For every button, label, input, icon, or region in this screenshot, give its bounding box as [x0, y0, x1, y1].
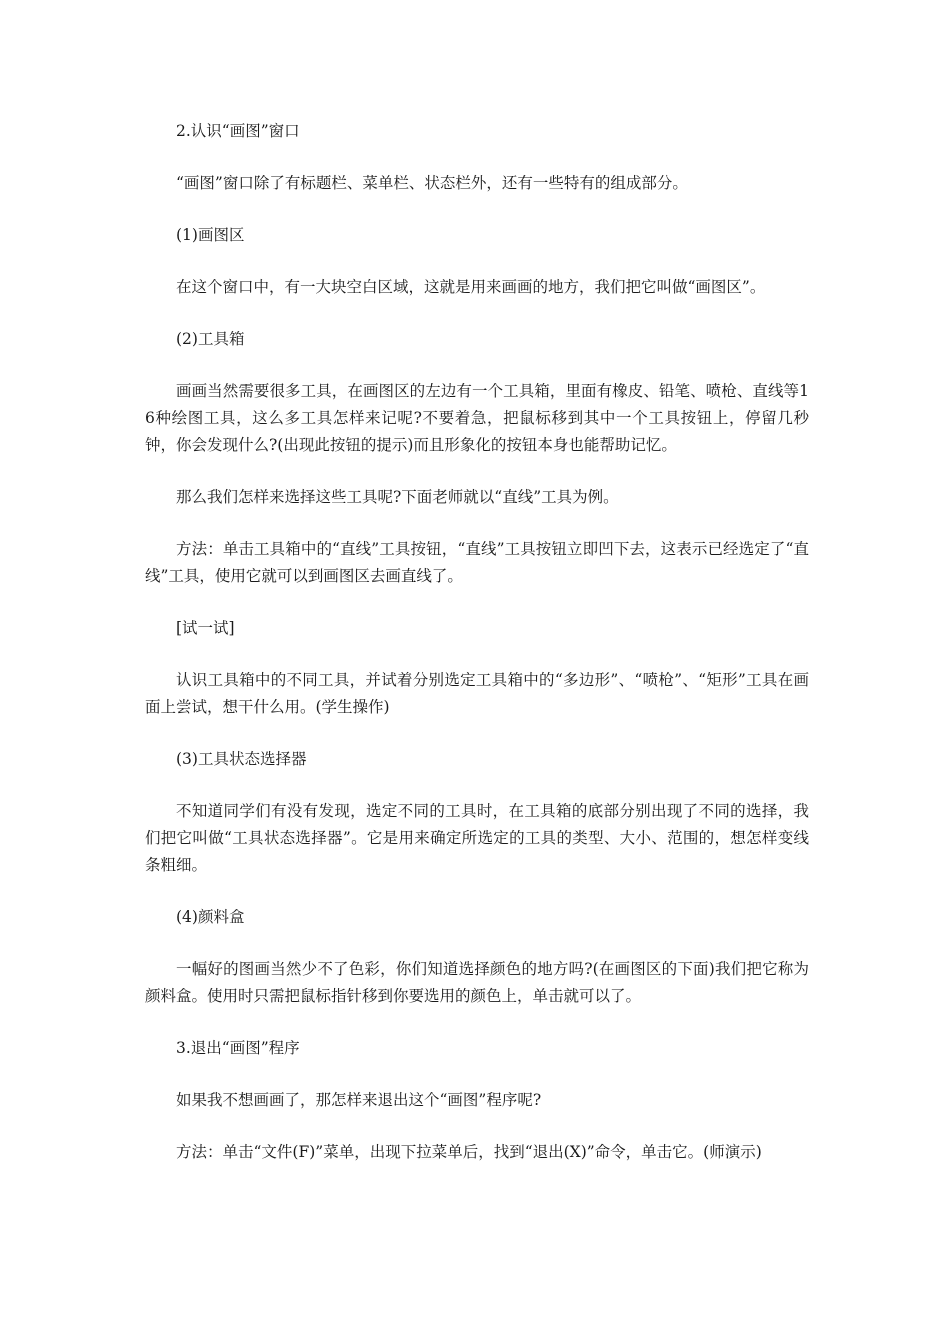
paragraph: 画画当然需要很多工具，在画图区的左边有一个工具箱，里面有橡皮、铅笔、喷枪、直线等16种绘图工具，这么多工具怎样来记呢?不要着急，把鼠标移到其中一个工具按钮上，停留几秒钟，你会发现什么?(出现此按钮的提示)而且形象化的按钮本身也能帮助记忆。	[145, 382, 809, 454]
section-heading: 3.退出“画图”程序	[176, 1039, 300, 1057]
subsection-heading: (1)画图区	[176, 226, 245, 244]
paragraph: 认识工具箱中的不同工具，并试着分别选定工具箱中的“多边形”、“喷枪”、“矩形”工具在画面上尝试，想干什么用。(学生操作)	[145, 671, 809, 716]
paragraph: 方法：单击工具箱中的“直线”工具按钮，“直线”工具按钮立即凹下去，这表示已经选定了“直线”工具，使用它就可以到画图区去画直线了。	[145, 540, 809, 585]
paragraph: 一幅好的图画当然少不了色彩，你们知道选择颜色的地方吗?(在画图区的下面)我们把它称为颜料盒。使用时只需把鼠标指针移到你要选用的颜色上，单击就可以了。	[145, 960, 809, 1005]
paragraph: “画图”窗口除了有标题栏、菜单栏、状态栏外，还有一些特有的组成部分。	[176, 174, 688, 192]
subsection-heading: (4)颜料盒	[176, 908, 245, 926]
paragraph: 如果我不想画画了，那怎样来退出这个“画图”程序呢?	[176, 1091, 542, 1109]
paragraph: 在这个窗口中，有一大块空白区域，这就是用来画画的地方，我们把它叫做“画图区”。	[176, 278, 766, 296]
paragraph: 方法：单击“文件(F)”菜单，出现下拉菜单后，找到“退出(X)”命令，单击它。(师演示)	[176, 1143, 762, 1161]
document-body	[145, 118, 809, 1191]
try-it-heading: [试一试]	[176, 619, 235, 637]
subsection-heading: (3)工具状态选择器	[176, 750, 307, 768]
paragraph: 不知道同学们有没有发现，选定不同的工具时，在工具箱的底部分别出现了不同的选择，我们把它叫做“工具状态选择器”。它是用来确定所选定的工具的类型、大小、范围的，想怎样变线条粗细。	[145, 802, 809, 874]
paragraph: 那么我们怎样来选择这些工具呢?下面老师就以“直线”工具为例。	[176, 488, 619, 506]
subsection-heading: (2)工具箱	[176, 330, 245, 348]
section-heading: 2.认识“画图”窗口	[176, 122, 300, 140]
